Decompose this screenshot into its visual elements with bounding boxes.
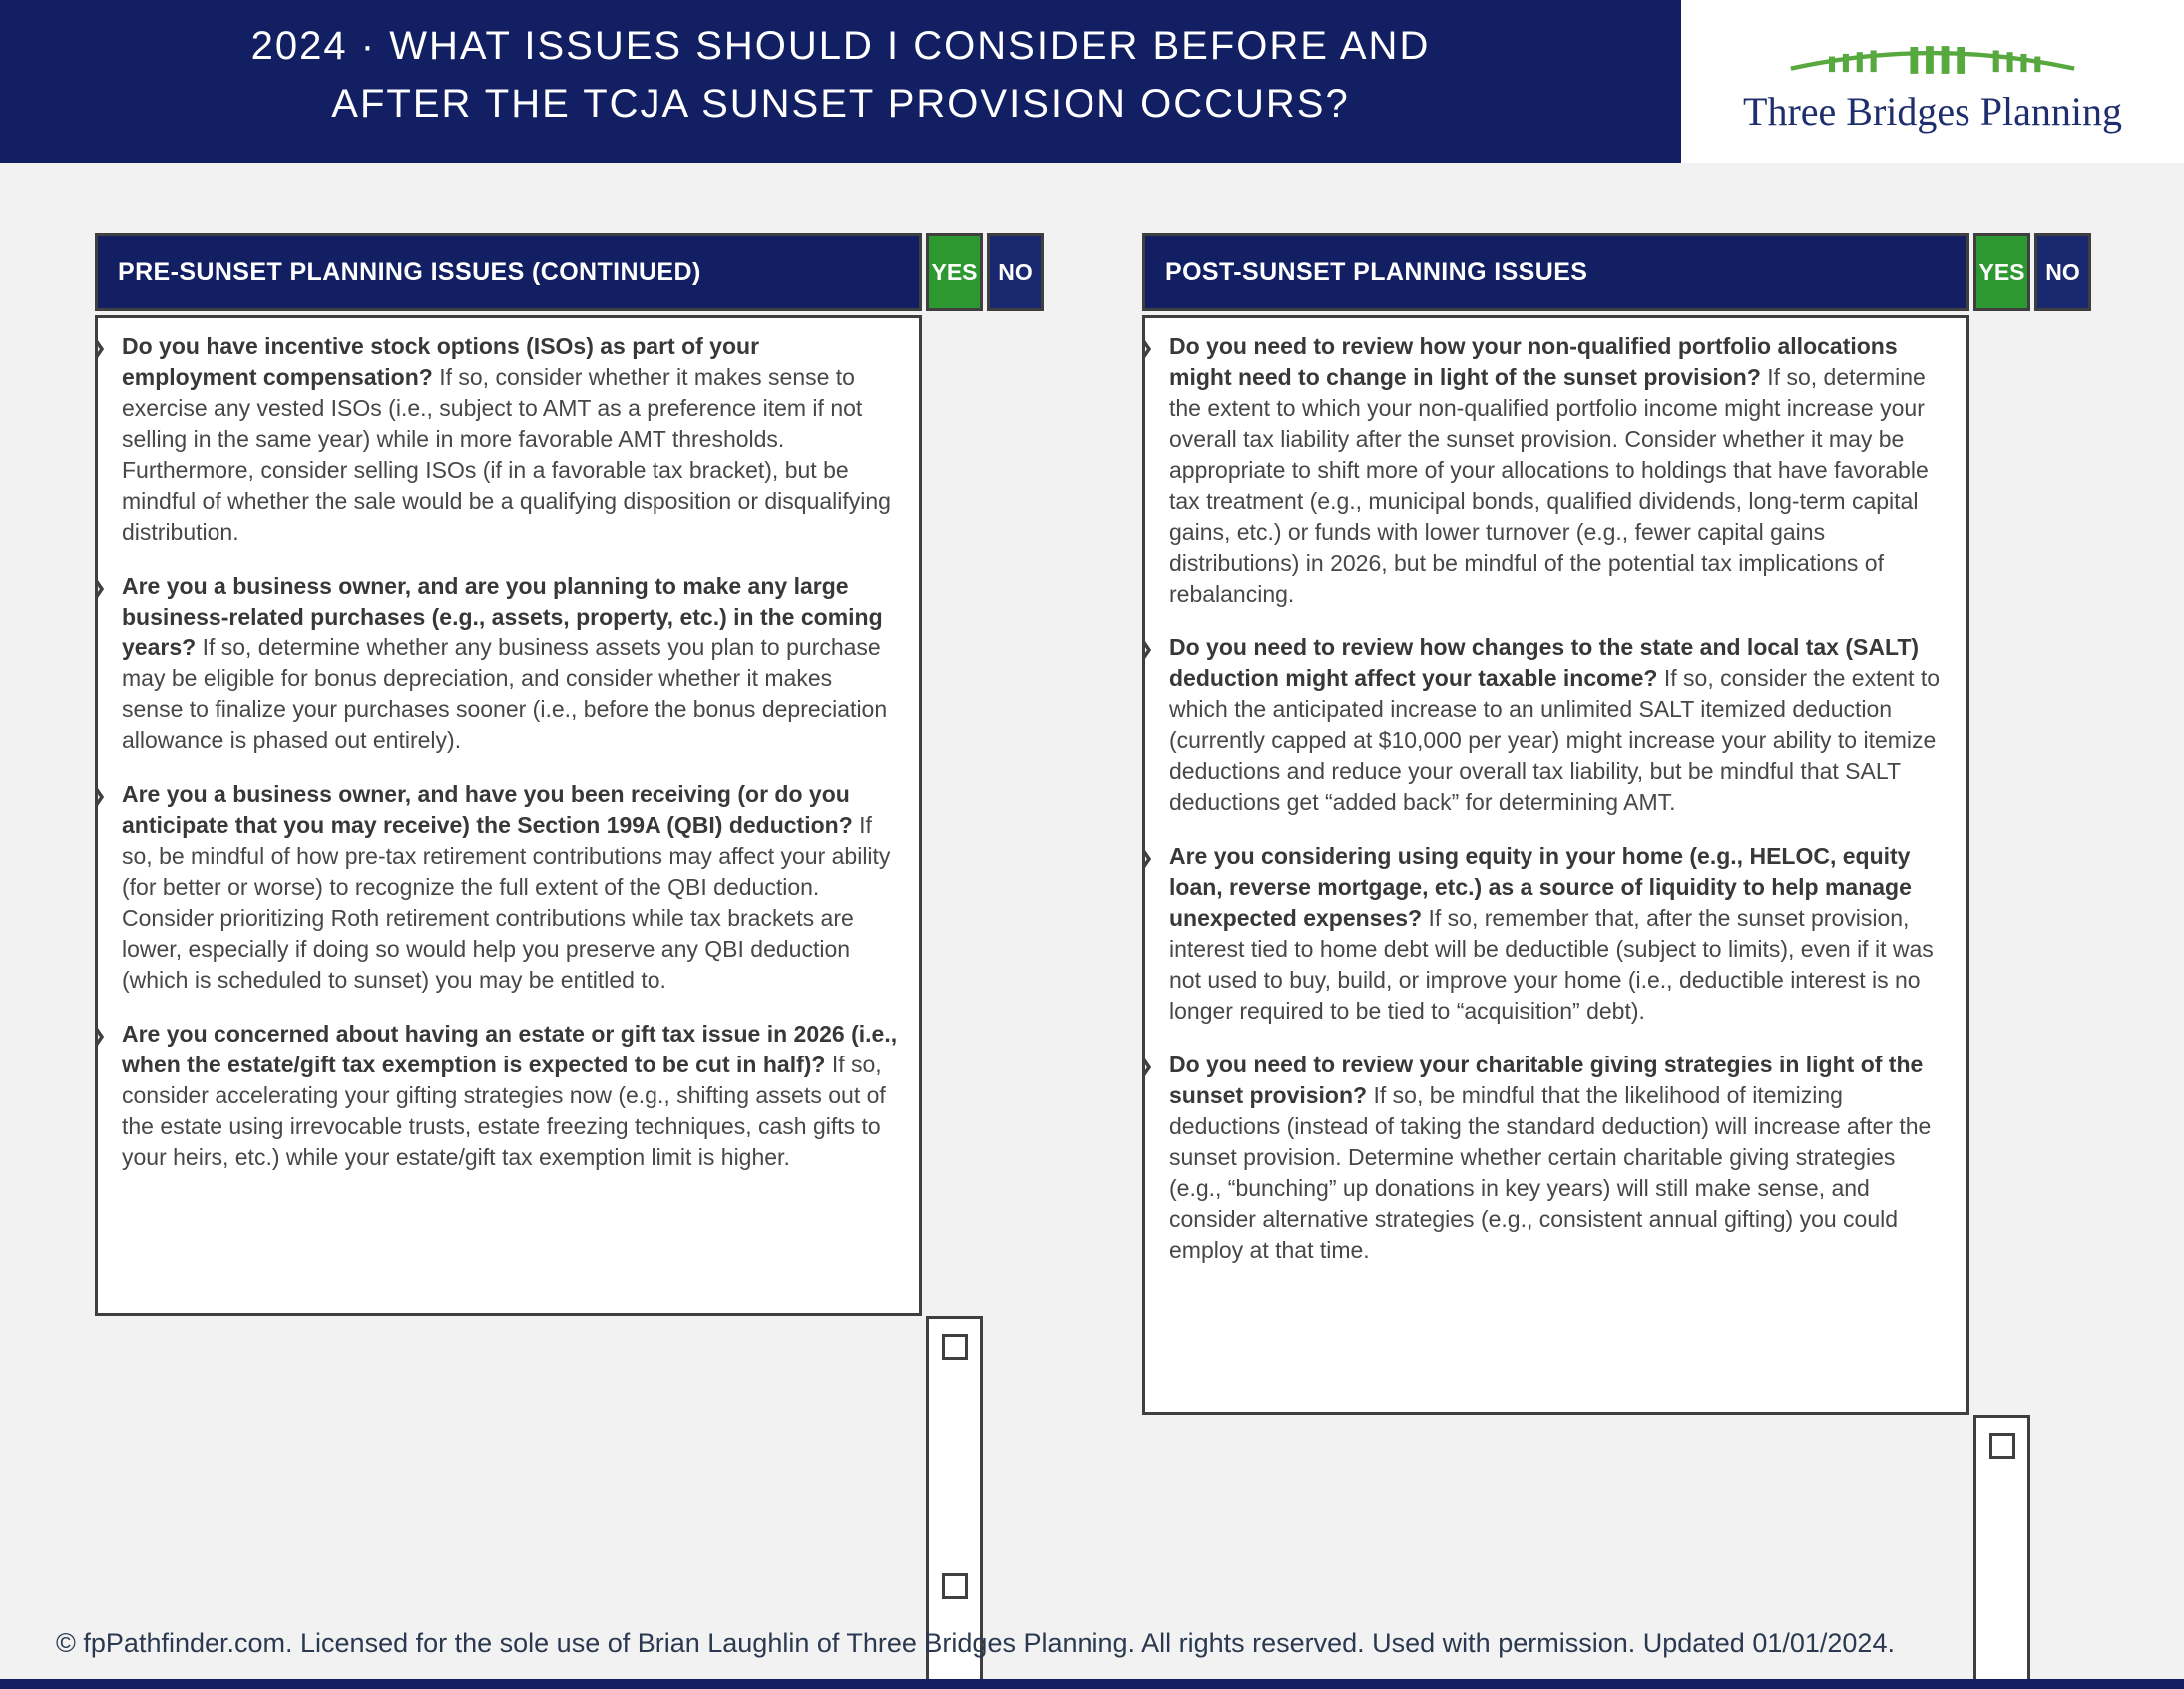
question-item bbox=[1169, 841, 1947, 1027]
question-bold: Are you considering using equity in your home (e.g., HELOC, equity loan, reverse mortgage, etc.) as a source of liquidity to help manage unexpected expenses? bbox=[1169, 843, 1912, 931]
bridge-icon bbox=[1768, 34, 2097, 86]
yes-label: YES bbox=[931, 258, 978, 285]
question-detail: If so, consider whether it makes sense to exercise any vested ISOs (i.e., subject to AMT as a preference item if not selling in the same year) while in more favorable AMT thresholds. Furthermore, consider selling ISOs (if in a favorable tax bracket), but be mindful of whether the sale would be a qualifying disposition or disqualifying distribution. bbox=[122, 364, 891, 545]
yes-checkbox[interactable] bbox=[1989, 1433, 2015, 1459]
question-detail: If so, be mindful of how pre-tax retirement contributions may affect your ability (for better or worse) to recognize the full extent of the QBI deduction. Consider prioritizing Roth retirement contributions while tax brackets are lower, especially if doing so would help you preserve any QBI deduction (which is scheduled to sunset) you may be entitled to. bbox=[122, 812, 891, 993]
pre-sunset-panel-header bbox=[95, 233, 922, 311]
question-item bbox=[122, 571, 899, 756]
item-chevron-icon bbox=[1142, 841, 1152, 877]
no-column-header bbox=[987, 233, 1044, 311]
question-text bbox=[1169, 331, 1947, 610]
post-sunset-question-list bbox=[1142, 315, 1969, 1415]
question-detail: If so, be mindful that the likelihood of itemizing deductions (instead of taking the standard deduction) will increase after the sunset provision. Determine whether certain charitable giving strategies (e.g., “bunching” up donations in key years) will still make sense, and consider alternative strategies (e.g., consistent annual gifting) you could employ at that time. bbox=[1169, 1082, 1932, 1263]
item-chevron-icon bbox=[1142, 1050, 1152, 1085]
question-detail: If so, consider the extent to which the anticipated increase to an unlimited SALT itemized deduction (currently capped at $10,000 per year) might increase your ability to itemize deductions and reduce your overall tax liability, but be mindful that SALT deductions get “added back” for determining AMT. bbox=[1169, 665, 1941, 815]
no-label: NO bbox=[998, 258, 1033, 285]
question-item bbox=[122, 1019, 899, 1173]
no-label: NO bbox=[2045, 258, 2080, 285]
company-name: Three Bridges Planning bbox=[1743, 89, 2122, 134]
pre-sunset-panel bbox=[95, 233, 1044, 1689]
license-footer: © fpPathfinder.com. Licensed for the sole use of Brian Laughlin of Three Bridges Planning. All rights reserved. Used with permission. Updated 01/01/2024. bbox=[56, 1628, 1895, 1658]
question-bold: Are you concerned about having an estate or gift tax issue in 2026 (i.e., when the estate/gift tax exemption is expected to be cut in half)? bbox=[122, 1021, 898, 1077]
header-bar bbox=[0, 0, 1681, 163]
question-bold: Do you need to review your charitable giving strategies in light of the sunset provision? bbox=[1169, 1052, 1924, 1108]
item-chevron-icon bbox=[95, 779, 105, 815]
page-title bbox=[0, 17, 1681, 133]
no-column-header bbox=[2034, 233, 2091, 311]
question-item bbox=[1169, 331, 1947, 610]
question-text bbox=[122, 1019, 899, 1173]
pre-sunset-panel-title: PRE-SUNSET PLANNING ISSUES (CONTINUED) bbox=[118, 257, 701, 286]
question-detail: If so, determine the extent to which your non-qualified portfolio income might increase your overall tax liability after the sunset provision. Consider whether it may be appropriate to shift more of your allocations to holdings that have favorable tax treatment (e.g., municipal bonds, qualified dividends, long-term capital gains, etc.) or funds with lower turnover (e.g., fewer capital gains distributions) in 2026, but be mindful of the potential tax implications of rebalancing. bbox=[1169, 364, 1929, 607]
question-item bbox=[1169, 633, 1947, 818]
yes-label: YES bbox=[1978, 258, 2025, 285]
question-bold: Do you have incentive stock options (ISOs) as part of your employment compensation? bbox=[122, 333, 760, 390]
pre-sunset-question-list bbox=[95, 315, 922, 1316]
question-text bbox=[122, 571, 899, 756]
item-chevron-icon bbox=[95, 1019, 105, 1055]
question-detail: If so, determine whether any business assets you plan to purchase may be eligible for bonus depreciation, and consider whether it makes sense to finalize your purchases sooner (i.e., before the bonus depreciation allowance is phased out entirely). bbox=[122, 634, 888, 753]
item-chevron-icon bbox=[95, 331, 105, 367]
page-title-line2: AFTER THE TCJA SUNSET PROVISION OCCURS? bbox=[331, 82, 1350, 126]
item-chevron-icon bbox=[95, 571, 105, 607]
yes-checkbox[interactable] bbox=[942, 1573, 968, 1599]
yes-checkbox[interactable] bbox=[942, 1334, 968, 1360]
question-detail: If so, consider accelerating your gifting strategies now (e.g., shifting assets out of the estate using irrevocable trusts, estate freezing techniques, cash gifts to your heirs, etc.) while your estate/gift tax exemption limit is higher. bbox=[122, 1052, 886, 1170]
item-chevron-icon bbox=[1142, 633, 1152, 668]
question-detail: If so, remember that, after the sunset provision, interest tied to home debt will be deductible (subject to limits), even if it was not used to buy, build, or improve your home (i.e., deductible interest is no longer required to be tied to “acquisition” debt). bbox=[1169, 905, 1934, 1024]
post-sunset-panel bbox=[1142, 233, 2091, 1689]
question-text bbox=[122, 331, 899, 548]
question-item bbox=[1169, 1050, 1947, 1266]
item-chevron-icon bbox=[1142, 331, 1152, 367]
yes-column-header bbox=[1973, 233, 2030, 311]
question-bold: Are you a business owner, and have you been receiving (or do you anticipate that you may receive) the Section 199A (QBI) deduction? bbox=[122, 781, 860, 838]
page-title-line1: 2024 · WHAT ISSUES SHOULD I CONSIDER BEFORE AND bbox=[250, 24, 1431, 68]
question-bold: Are you a business owner, and are you planning to make any large business-related purchases (e.g., assets, property, etc.) in the coming years? bbox=[122, 573, 883, 660]
question-text bbox=[122, 779, 899, 996]
question-text bbox=[1169, 633, 1947, 818]
question-item bbox=[122, 779, 899, 996]
yes-checkbox-column bbox=[1973, 1415, 2030, 1689]
company-logo bbox=[1681, 0, 2184, 163]
bottom-accent-bar bbox=[0, 1679, 2184, 1689]
question-item bbox=[122, 331, 899, 548]
question-bold: Do you need to review how changes to the state and local tax (SALT) deduction might affect your taxable income? bbox=[1169, 634, 1920, 691]
post-sunset-panel-header bbox=[1142, 233, 1969, 311]
question-text bbox=[1169, 1050, 1947, 1266]
yes-column-header bbox=[926, 233, 983, 311]
question-bold: Do you need to review how your non-qualified portfolio allocations might need to change in light of the sunset provision? bbox=[1169, 333, 1898, 390]
question-text bbox=[1169, 841, 1947, 1027]
post-sunset-panel-title: POST-SUNSET PLANNING ISSUES bbox=[1165, 257, 1588, 286]
